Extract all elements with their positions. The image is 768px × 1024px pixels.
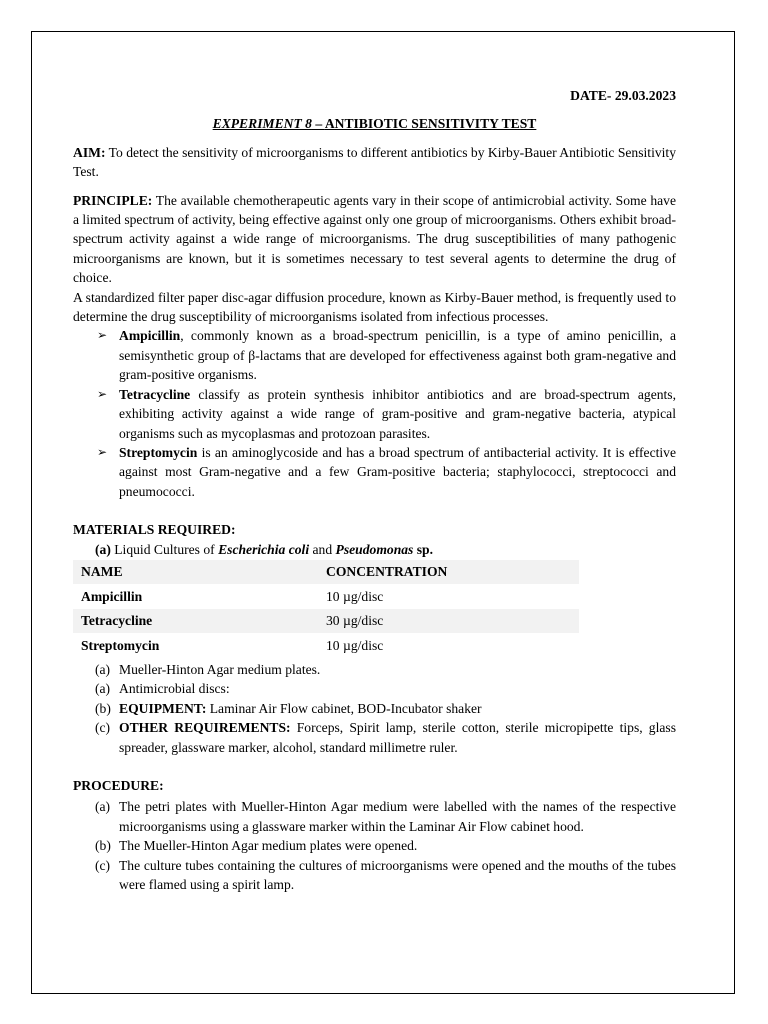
table-cell-name: Streptomycin <box>81 637 160 653</box>
experiment-number: EXPERIMENT 8 <box>212 116 312 132</box>
list-marker: (a) <box>95 661 111 677</box>
list-item <box>73 836 676 855</box>
list-item <box>73 679 676 698</box>
table-cell-concentration: 30 µg/disc <box>326 613 384 629</box>
materials-heading: MATERIALS REQUIRED: <box>73 522 236 538</box>
list-item <box>73 443 676 501</box>
table-cell-name: Tetracycline <box>81 613 153 629</box>
cultures-line <box>73 540 676 559</box>
item-label: EQUIPMENT: <box>119 700 207 716</box>
item-text: Laminar Air Flow cabinet, BOD-Incubator shaker <box>206 700 482 716</box>
principle-paragraph <box>73 191 676 288</box>
antibiotic-list <box>73 326 676 501</box>
antibiotic-description: classify as protein synthesis inhibitor antibiotics and are broad-spectrum agents, exhibiting activity against a wide range of gram-positive and gram-negative bacteria, atypical organisms such as mycoplasmas and protozoan parasites. <box>119 386 676 441</box>
concentration-table <box>73 560 579 658</box>
aim-label: AIM: <box>73 144 106 160</box>
materials-list <box>73 660 676 757</box>
column-header-concentration: CONCENTRATION <box>326 564 448 580</box>
list-marker: (b) <box>95 838 111 854</box>
experiment-dash: – <box>311 116 325 132</box>
experiment-title <box>73 114 676 133</box>
aim-text: To detect the sensitivity of microorganisms to different antibiotics by Kirby-Bauer Antibiotic Sensitivity Test. <box>73 144 676 180</box>
antibiotic-term: Streptomycin <box>119 444 198 460</box>
organism-ecoli: Escherichia coli <box>218 541 310 557</box>
date-line: DATE- 29.03.2023 <box>570 88 676 103</box>
principle-label: PRINCIPLE: <box>73 192 153 208</box>
arrow-bullet-icon: ➢ <box>97 386 108 401</box>
cultures-marker: (a) <box>95 541 111 557</box>
item-text: Antimicrobial discs: <box>119 681 230 697</box>
cultures-and: and <box>309 541 336 557</box>
principle-text: The available chemotherapeutic agents vary in their scope of antimicrobial activity. Some have a limited spectrum of activity, being effective against only one group of microorganisms. Others exhibit broad-spectrum activity against a wide range of microorganisms. The drug susceptibilities of many pathogenic microorganisms are known, but it is sometimes necessary to test several agents to determine the drug of choice. <box>73 192 677 286</box>
table-header-row <box>73 560 579 585</box>
list-marker: (b) <box>95 700 111 716</box>
list-item <box>73 856 676 895</box>
list-marker: (a) <box>95 681 111 697</box>
table-row <box>73 584 579 609</box>
list-item <box>73 660 676 679</box>
item-text: Mueller-Hinton Agar medium plates. <box>119 661 321 677</box>
list-item <box>73 385 676 443</box>
table-cell-concentration: 10 µg/disc <box>326 588 384 604</box>
list-marker: (a) <box>95 799 111 815</box>
kirby-bauer-paragraph: A standardized filter paper disc-agar diffusion procedure, known as Kirby-Bauer method, is frequently used to determine the drug susceptibility of microorganisms isolated from infectious processes. <box>73 289 676 325</box>
antibiotic-description: is an aminoglycoside and has a broad spectrum of antibacterial activity. It is effective against most Gram-negative and a few Gram-positive bacteria; staphylococci, streptococci and pneumococci. <box>119 444 676 499</box>
procedure-list <box>73 797 676 894</box>
list-item <box>73 699 676 718</box>
cultures-suffix: sp. <box>413 541 434 557</box>
cultures-prefix: Liquid Cultures of <box>110 541 219 557</box>
list-marker: (c) <box>95 720 111 736</box>
procedure-heading: PROCEDURE: <box>73 777 164 793</box>
antibiotic-description: , commonly known as a broad-spectrum penicillin, is a type of amino penicillin, a semisynthetic group of β-lactams that are developed for effectiveness against both gram-negative and gram-positive organisms. <box>119 328 676 383</box>
list-item <box>73 718 676 757</box>
step-text: The culture tubes containing the cultures of microorganisms were opened and the mouths of the tubes were flamed using a spirit lamp. <box>119 857 676 892</box>
column-header-name: NAME <box>81 564 123 580</box>
document-body <box>73 86 676 894</box>
antibiotic-term: Ampicillin <box>119 328 181 344</box>
antibiotic-term: Tetracycline <box>119 386 191 402</box>
item-label: OTHER REQUIREMENTS: <box>119 720 291 736</box>
list-item <box>73 797 676 836</box>
step-text: The petri plates with Mueller-Hinton Agar medium were labelled with the names of the respective microorganisms using a glassware marker within the Laminar Air Flow cabinet hood. <box>119 799 676 834</box>
table-cell-concentration: 10 µg/disc <box>326 637 384 653</box>
table-row <box>73 633 579 658</box>
arrow-bullet-icon: ➢ <box>97 444 108 459</box>
list-item <box>73 326 676 384</box>
table-row <box>73 609 579 634</box>
list-marker: (c) <box>95 857 111 873</box>
organism-pseudomonas: Pseudomonas <box>335 541 414 557</box>
aim-paragraph <box>73 143 676 182</box>
experiment-name: ANTIBIOTIC SENSITIVITY TEST <box>324 116 537 132</box>
step-text: The Mueller-Hinton Agar medium plates were opened. <box>119 838 418 854</box>
table-cell-name: Ampicillin <box>81 588 143 604</box>
arrow-bullet-icon: ➢ <box>97 328 108 343</box>
item-text: Forceps, Spirit lamp, sterile cotton, sterile micropipette tips, glass spreader, glassware marker, alcohol, standard millimetre ruler. <box>119 720 676 755</box>
